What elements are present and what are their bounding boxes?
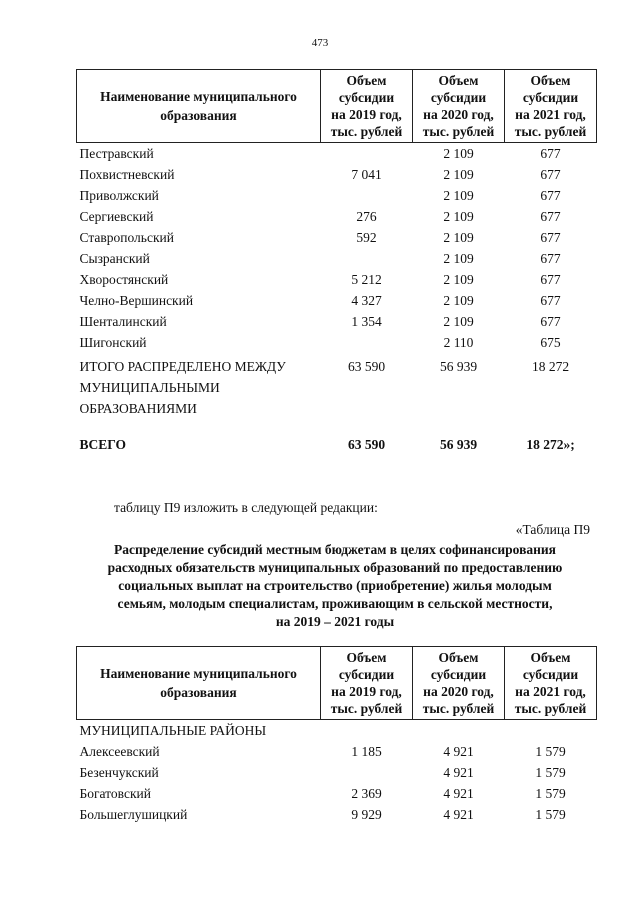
grand-total-2019: 63 590 (347, 437, 386, 452)
municipality-name: Пестравский (79, 146, 154, 161)
value-2021: 1 579 (535, 786, 566, 801)
table-row (77, 783, 597, 804)
table-row (77, 248, 597, 269)
value-2019: 5 212 (351, 272, 382, 287)
page-number: 473 (311, 37, 329, 49)
municipality-name: Сергиевский (79, 209, 154, 224)
value-2021: 677 (540, 209, 561, 224)
municipality-name: Челно-Вершинский (79, 293, 194, 308)
value-2019 (321, 185, 413, 206)
table-row (77, 290, 597, 311)
municipality-name: Приволжский (79, 188, 159, 203)
amendment-instruction: таблицу П9 изложить в следующей редакции: (114, 500, 378, 515)
value-2021: 677 (540, 251, 561, 266)
value-2019: 1 185 (351, 744, 382, 759)
table-row (77, 332, 597, 353)
value-2019: 592 (356, 230, 377, 245)
municipality-name: Безенчукский (79, 765, 159, 780)
subsidy-table-continued (76, 69, 597, 455)
value-2021: 677 (540, 146, 561, 161)
value-2019: 1 354 (351, 314, 382, 329)
header-2019: Объем субсидии на 2019 год, тыс. рублей (321, 647, 413, 720)
table-row (77, 311, 597, 332)
header-municipality: Наименование муниципального образования (77, 70, 321, 143)
table-row (77, 143, 597, 165)
value-2021: 677 (540, 293, 561, 308)
header-2019: Объем субсидии на 2019 год, тыс. рублей (321, 70, 413, 143)
table-row (77, 804, 597, 825)
table-row (77, 164, 597, 185)
value-2021: 1 579 (535, 765, 566, 780)
value-2021: 675 (540, 335, 561, 350)
value-2021: 1 579 (535, 744, 566, 759)
value-2020: 2 109 (443, 167, 474, 182)
value-2019: 9 929 (351, 807, 382, 822)
value-2020: 2 109 (443, 251, 474, 266)
subsidy-table-p9 (76, 646, 597, 825)
municipality-name: Шигонский (79, 335, 147, 350)
value-2020: 2 109 (443, 314, 474, 329)
value-2021: 1 579 (535, 807, 566, 822)
grand-total-2020: 56 939 (439, 437, 478, 452)
municipality-name: Похвистневский (79, 167, 175, 182)
municipality-name: Хворостянский (79, 272, 169, 287)
value-2020: 2 109 (443, 209, 474, 224)
value-2021: 677 (540, 188, 561, 203)
table-row (77, 741, 597, 762)
value-2021: 677 (540, 272, 561, 287)
header-2021: Объем субсидии на 2021 год, тыс. рублей (505, 70, 597, 143)
header-municipality: Наименование муниципального образования (77, 647, 321, 720)
total-distributed-row (77, 353, 597, 419)
total-2020: 56 939 (439, 359, 478, 374)
section-label: МУНИЦИПАЛЬНЫЕ РАЙОНЫ (79, 723, 267, 738)
value-2020: 2 109 (443, 188, 474, 203)
value-2021: 677 (540, 314, 561, 329)
municipality-name: Алексеевский (79, 744, 160, 759)
value-2019: 2 369 (351, 786, 382, 801)
value-2019: 7 041 (351, 167, 382, 182)
section-row (77, 720, 597, 742)
value-2020: 2 109 (443, 293, 474, 308)
municipality-name: Ставропольский (79, 230, 174, 245)
value-2020: 2 109 (443, 272, 474, 287)
value-2020: 4 921 (443, 807, 474, 822)
total-2021: 18 272 (531, 359, 570, 374)
value-2020: 2 109 (443, 146, 474, 161)
table-row (77, 206, 597, 227)
table-header-row (77, 70, 597, 143)
municipality-name: Сызранский (79, 251, 150, 266)
grand-total-2021: 18 272»; (526, 437, 575, 452)
value-2019: 276 (356, 209, 377, 224)
header-2020: Объем субсидии на 2020 год, тыс. рублей (413, 70, 505, 143)
value-2019: 4 327 (351, 293, 382, 308)
value-2021: 677 (540, 167, 561, 182)
value-2021: 677 (540, 230, 561, 245)
municipality-name: Богатовский (79, 786, 151, 801)
total-distributed-label: ИТОГО РАСПРЕДЕЛЕНО МЕЖДУ МУНИЦИПАЛЬНЫМИ ОБРАЗОВАНИЯМИ (79, 359, 286, 416)
value-2019 (321, 248, 413, 269)
municipality-name: Большеглушицкий (79, 807, 188, 822)
header-2020: Объем субсидии на 2020 год, тыс. рублей (413, 647, 505, 720)
header-2021: Объем субсидии на 2021 год, тыс. рублей (505, 647, 597, 720)
value-2019 (321, 332, 413, 353)
value-2020: 4 921 (443, 744, 474, 759)
grand-total-row (77, 419, 597, 455)
value-2020: 4 921 (443, 786, 474, 801)
value-2020: 2 110 (443, 335, 474, 350)
value-2020: 4 921 (443, 765, 474, 780)
table-row (77, 762, 597, 783)
table-header-row (77, 647, 597, 720)
table-row (77, 185, 597, 206)
total-2019: 63 590 (347, 359, 386, 374)
table-row (77, 227, 597, 248)
value-2020: 2 109 (443, 230, 474, 245)
value-2019 (321, 762, 413, 783)
table-title: Распределение субсидий местным бюджетам в целях софинансирования расходных обязательств муниципальных образований по предоставлению социальных выплат на строительство (приобретение) жилья молодым семьям, молодым специалистам, проживающим в сельской местности, на 2019 – 2021 годы (107, 542, 563, 629)
grand-total-label: ВСЕГО (79, 437, 127, 452)
municipality-name: Шенталинский (79, 314, 167, 329)
table-reference: «Таблица П9 (515, 522, 590, 537)
value-2019 (321, 143, 413, 165)
table-row (77, 269, 597, 290)
